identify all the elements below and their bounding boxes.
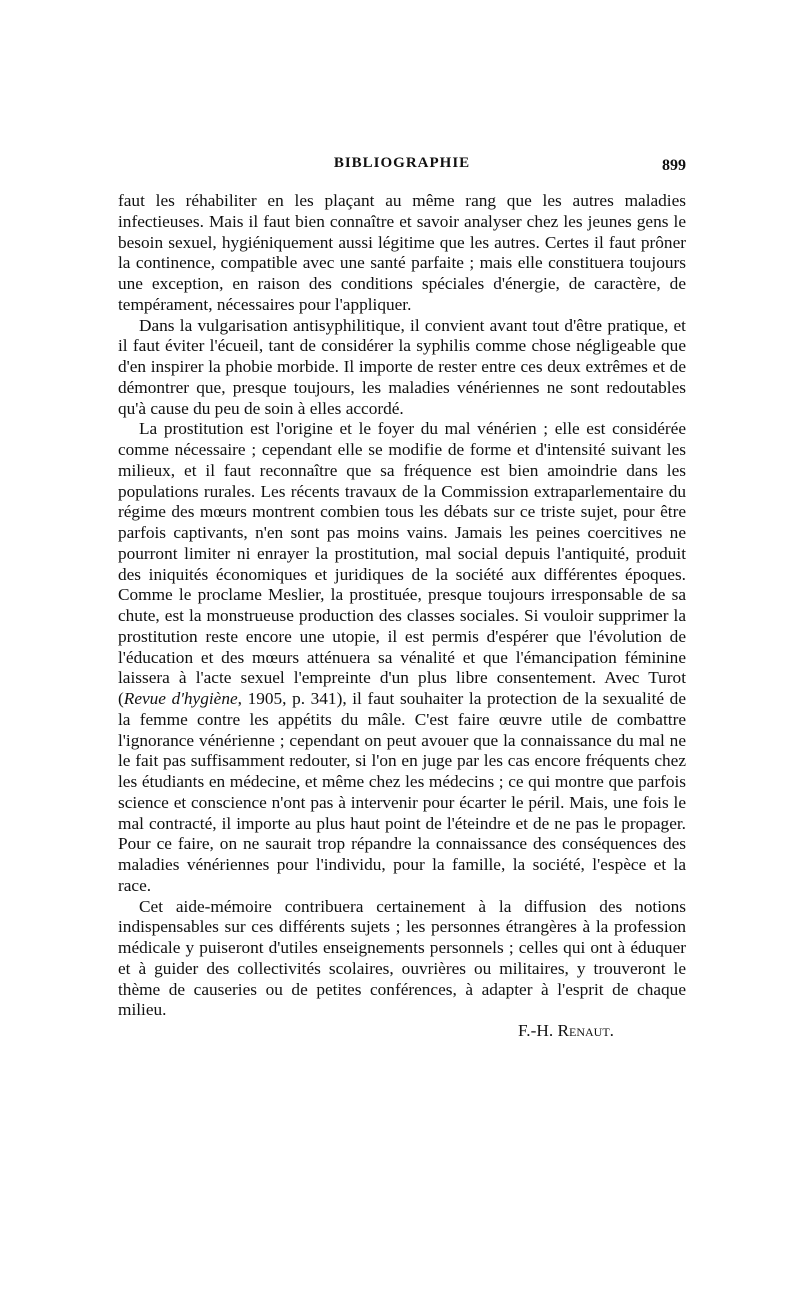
paragraph-conclusion: Cet aide-mémoire contribuera certainement à la diffusion des notions indispensables sur ces différents sujets ; les personnes étrangères à la profession médicale y puiseront d'utiles enseignements personnels ; celles qui ont à éduquer et à guider des collectivités scolaires, ouvrières ou militaires, y trouveront le thème de causeries ou de petites conférences, à adapter à l'esprit de chaque milieu. [118, 896, 686, 1020]
author-surname: Renaut. [557, 1021, 614, 1040]
author-initials: F.-H. [518, 1021, 554, 1040]
running-header [118, 155, 686, 175]
running-title: BIBLIOGRAPHIE [333, 155, 471, 171]
page-number: 899 [662, 157, 686, 174]
paragraph-prostitution-text: La prostitution est l'origine et le foyer du mal vénérien ; elle est considérée comme nécessaire ; cependant elle se modifie de forme et d'intensité suivant les milieux, et il faut reconnaître que sa fréquence est bien amoindrie dans les populations rurales. Les récents travaux de la Commission extraparlementaire du régime des mœurs montrent combien tous les débats sur ce triste sujet, pour être parfois captivants, n'en sont pas moins vains. Jamais les peines coercitives ne pourront limiter ni enrayer la prostitution, mal social depuis l'antiquité, produit des iniquités économiques et juridiques de la société aux différentes époques. Comme le proclame Meslier, la prostituée, presque toujours irresponsable de sa chute, est la monstrueuse production des classes sociales. Si vouloir supprimer la prostitution reste encore une utopie, il est permis d'espérer que l'évolution de l'éducation et des mœurs atténuera sa vénalité et que l'émancipation féminine laissera à l'acte sexuel l'empreinte d'un plus libre consentement. Avec Turot ( [118, 419, 686, 708]
paragraph-vulgarisation: Dans la vulgarisation antisyphilitique, il convient avant tout d'être pratique, et il faut éviter l'écueil, tant de considérer la syphilis comme chose négligeable que d'en inspirer la phobie morbide. Il importe de rester entre ces deux extrêmes et de démontrer que, presque toujours, les maladies vénériennes ne sont redoutables qu'à cause du peu de soin à elles accordé. [118, 315, 686, 418]
body-text [118, 191, 686, 1042]
author-signature [118, 1021, 686, 1042]
citation-journal-title: Revue d'hygiène [123, 689, 238, 708]
paragraph-prostitution [118, 419, 686, 896]
paragraph-prostitution-text-end: , 1905, p. 341), il faut souhaiter la protection de la sexualité de la femme contre les appétits du mâle. C'est faire œuvre utile de combattre l'ignorance vénérienne ; cependant on peut avouer que la connaissance du mal ne le fait pas suffisamment redouter, si l'on en juge par les cas encore fréquents chez les étudiants en médecine, et même chez les médecins ; ce qui montre que parfois science et conscience n'ont pas à intervenir pour écarter le péril. Mais, une fois le mal contracté, il importe au plus haut point de l'éteindre et de ne pas le propager. Pour ce faire, on ne saurait trop répandre la connaissance des conséquences des maladies vénériennes pour l'individu, pour la famille, la société, l'espèce et la race. [118, 689, 686, 895]
paragraph-continuation: faut les réhabiliter en les plaçant au même rang que les autres maladies infectieuses. Mais il faut bien connaître et savoir analyser chez les jeunes gens le besoin sexuel, hygiéniquement aussi légitime que les autres. Certes il faut prôner la continence, compatible avec une santé parfaite ; mais elle constituera toujours une exception, en raison des conditions spéciales d'énergie, de caractère, de tempérament, nécessaires pour l'appliquer. [118, 191, 686, 314]
